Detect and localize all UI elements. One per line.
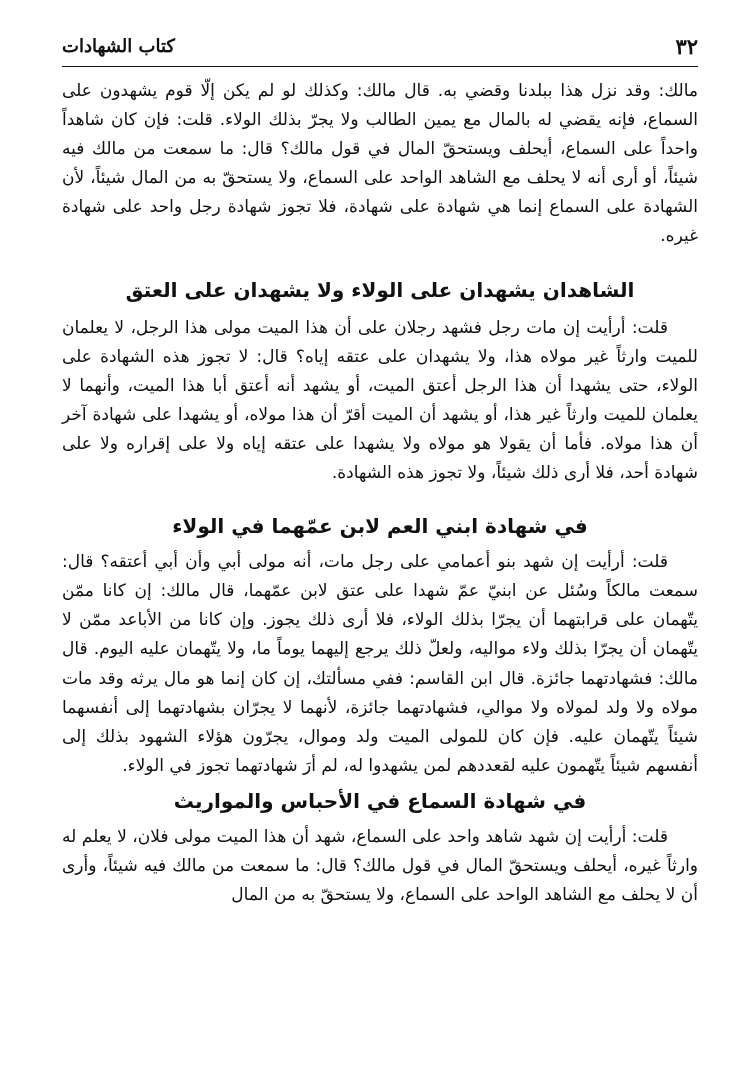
page-number: ٣٢: [675, 34, 698, 59]
paragraph-4: قلت: أرأيت إن شهد شاهد واحد على السماع، شهد أن هذا الميت مولى فلان، لا يعلم له وارثاً غيره، أيحلف ويستحقّ المال في قول مالك؟ قال: ما سمعت من مالك فيه شيئاً، وأرى أن لا يحلف مع الشاهد الواحد على السماع، ولا يستحقّ به من المال: [62, 826, 698, 906]
section-heading-1: الشاهدان يشهدان على الولاء ولا يشهدان على العتق: [125, 277, 635, 302]
paragraph-3: قلت: أرأيت إن شهد بنو أعمامي على رجل مات، أنه مولى أبي وأن أبي أعتقه؟ قال: سمعت مالكاً وسُئل عن ابنيّ عمّ شهدا على عتق لابن عمّهما، قال مالك: إن كانا ممّن يتّهمان على قرابتهما أن يجرّا بذلك الولاء، فلا أرى ذلك يجوز. وإن كانا من الأباعد ممّن لا يتّهمان أن يجرّا بذلك ولاء مواليه، ولعلّ ذلك يرجع إليهما يوماً ما، ولا يتّهمان عليه اليوم. قال مالك: فشهادتهما جائزة. قال ابن القاسم: ففي مسألتك، إن كان إنما هو مال يرثه وقد مات مولاه ولا ولد لمولاه ولا موالي، فشهادتهما جائزة، لأنهما لا يجرّان بشهادتهما إلى أنفسهما شيئاً يتّهمان عليه. فإن كان للمولى الميت ولد وموال، يجرّون هؤلاء الشهود بذلك إلى أنفسهم شيئاً يتّهمون عليه لقعددهم لمن يشهدوا له، لم أرَ شهادتهما تجوز في الولاء.: [62, 552, 698, 776]
section-heading-3: في شهادة السماع في الأحباس والمواريث: [173, 788, 587, 813]
chapter-title: كتاب الشهادات: [62, 36, 175, 57]
section-heading-2: في شهادة ابني العم لابن عمّهما في الولاء: [172, 514, 588, 539]
paragraph-1: مالك: وقد نزل هذا ببلدنا وقضي به. قال مالك: وكذلك لو لم يكن إلّا قوم يشهدون على السماع، فإنه يقضي له بالمال مع يمين الطالب ولا يجرّ بذلك الولاء. قلت: فإن كان شاهداً واحداً على السماع، أيحلف ويستحقّ المال في قول مالك؟ قال: ما سمعت من مالك فيه شيئاً، أو أرى أنه لا يحلف مع الشاهد الواحد على السماع، ولا يستحقّ به من المال شيئاً، لأن الشهادة على السماع إنما هي شهادة على شهادة، فلا تجوز شهادة رجل واحد على شهادة غيره.: [62, 81, 698, 247]
document-page: [62, 28, 698, 910]
paragraph-2: قلت: أرأيت إن مات رجل فشهد رجلان على أن هذا الميت مولى هذا الرجل، لا يعلمان للميت وارثاً غير مولاه هذا، ولا يشهدان على عتقه إياه؟ قال: لا تجوز هذه الشهادة على الولاء، حتى يشهدا أن هذا الرجل أعتق الميت، أو يشهد أنه أعتق أبا هذا الميت، وأنهما لا يعلمان للميت وارثاً غير هذا، أو يشهد أن الميت أقرّ أن هذا مولاه، أو يشهدا على شهادة آخر أن هذا مولاه. فأما أن يقولا هو مولاه ولا يشهدا على عتقه إياه ولا على إقراره ولا على شهادة أحد، فلا أرى ذلك شيئاً، ولا تجوز هذه الشهادة.: [62, 317, 698, 484]
page-header: [62, 28, 698, 67]
